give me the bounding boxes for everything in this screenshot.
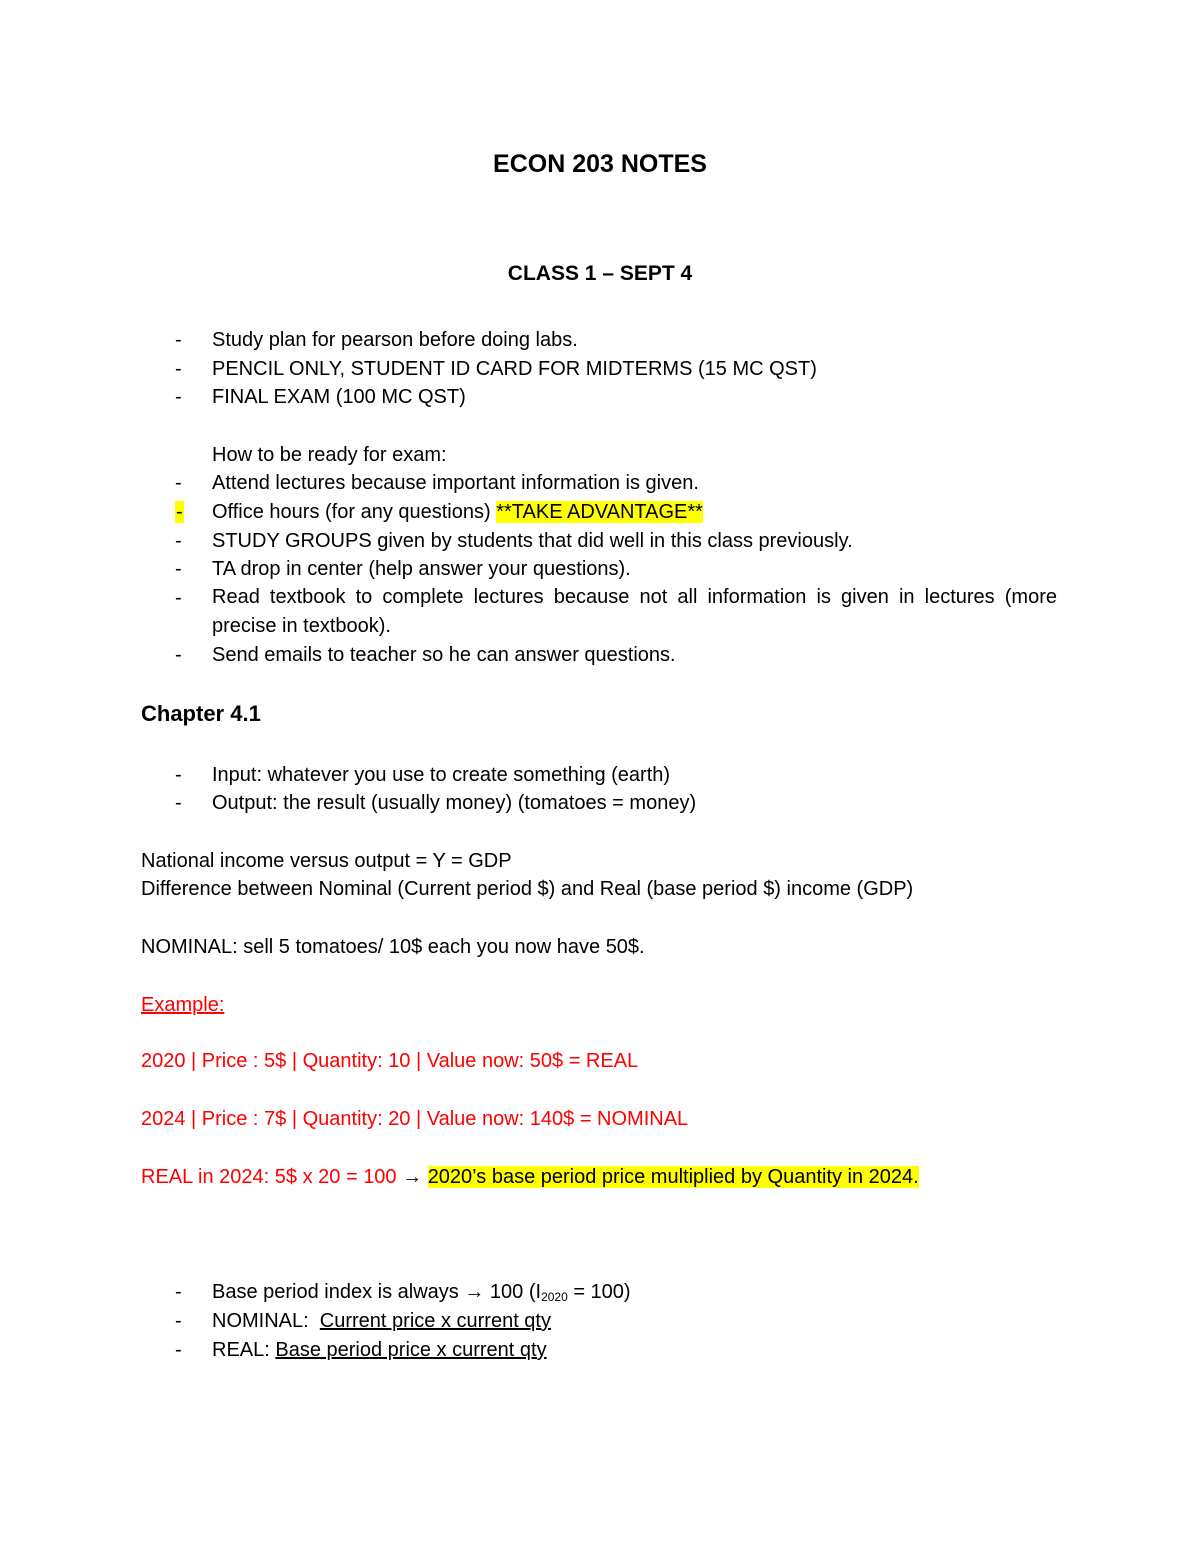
bullet-dash: -	[175, 530, 182, 552]
office-hours-text: Office hours (for any questions)	[212, 501, 497, 523]
list-item-nominal	[212, 1309, 551, 1333]
real-2024-line	[141, 1165, 919, 1189]
arrow-right-icon: →	[402, 1166, 423, 1188]
list-item: Send emails to teacher so he can answer questions.	[212, 644, 676, 666]
bullet-dash: -	[175, 1310, 182, 1332]
base-period-highlight: 2020’s base period price multiplied by Quantity in 2024.	[427, 1166, 919, 1188]
national-income-line: National income versus output = Y = GDP	[141, 850, 512, 872]
bullet-dash: -	[175, 587, 182, 609]
highlighted-dash: -	[176, 501, 183, 523]
list-item: Attend lectures because important information is given.	[212, 472, 699, 494]
example-label: Example:	[141, 994, 225, 1016]
bullet-dash: -	[175, 1281, 182, 1303]
base-index-value: 100 (I	[484, 1281, 542, 1303]
list-item-real	[212, 1338, 547, 1362]
bullet-dash: -	[175, 792, 182, 814]
real-definition: Base period price x current qty	[275, 1339, 547, 1361]
base-index-end: = 100)	[567, 1281, 631, 1303]
difference-line: Difference between Nominal (Current period $) and Real (base period $) income (GDP)	[141, 878, 914, 900]
arrow-right-icon: →	[464, 1281, 485, 1303]
list-item: TA drop in center (help answer your questions).	[212, 558, 631, 580]
class-heading: CLASS 1 – SEPT 4	[507, 262, 693, 285]
nominal-definition: Current price x current qty	[319, 1310, 551, 1332]
bullet-dash: -	[175, 764, 182, 786]
example-2020-line: 2020 | Price : 5$ | Quantity: 10 | Value now: 50$ = REAL	[141, 1050, 639, 1072]
list-item: STUDY GROUPS given by students that did well in this class previously.	[212, 530, 853, 552]
document-title: ECON 203 NOTES	[493, 150, 707, 178]
base-index-text: Base period index is always	[212, 1281, 465, 1303]
example-2024-line: 2024 | Price : 7$ | Quantity: 20 | Value now: 140$ = NOMINAL	[141, 1108, 689, 1130]
list-item-office-hours	[212, 500, 703, 524]
bullet-dash: -	[175, 644, 182, 666]
list-item-read-textbook: Read textbook to complete lectures because not all information is given in lectures (more precise in textbook).	[212, 586, 1057, 637]
bullet-dash: -	[175, 386, 182, 408]
exam-intro: How to be ready for exam:	[212, 444, 447, 466]
nominal-label: NOMINAL:	[212, 1310, 320, 1332]
base-index-subscript: 2020	[541, 1290, 568, 1304]
real-2024-text: REAL in 2024: 5$ x 20 = 100	[141, 1166, 403, 1188]
bullet-dash: -	[175, 1339, 182, 1361]
take-advantage-highlight: **TAKE ADVANTAGE**	[496, 501, 703, 523]
chapter-heading: Chapter 4.1	[141, 701, 261, 726]
bullet-dash: -	[175, 329, 182, 351]
bullet-dash: -	[175, 558, 182, 580]
bullet-dash: -	[175, 472, 182, 494]
list-item-base-index	[212, 1280, 631, 1304]
list-item: Input: whatever you use to create something (earth)	[212, 764, 671, 786]
list-item: Study plan for pearson before doing labs.	[212, 329, 578, 351]
bullet-dash	[175, 500, 189, 524]
nominal-example-line: NOMINAL: sell 5 tomatoes/ 10$ each you now have 50$.	[141, 936, 645, 958]
real-label: REAL:	[212, 1339, 276, 1361]
list-item: PENCIL ONLY, STUDENT ID CARD FOR MIDTERMS (15 MC QST)	[212, 358, 817, 380]
list-item: FINAL EXAM (100 MC QST)	[212, 386, 466, 408]
bullet-dash: -	[175, 358, 182, 380]
list-item: Output: the result (usually money) (tomatoes = money)	[212, 792, 697, 814]
